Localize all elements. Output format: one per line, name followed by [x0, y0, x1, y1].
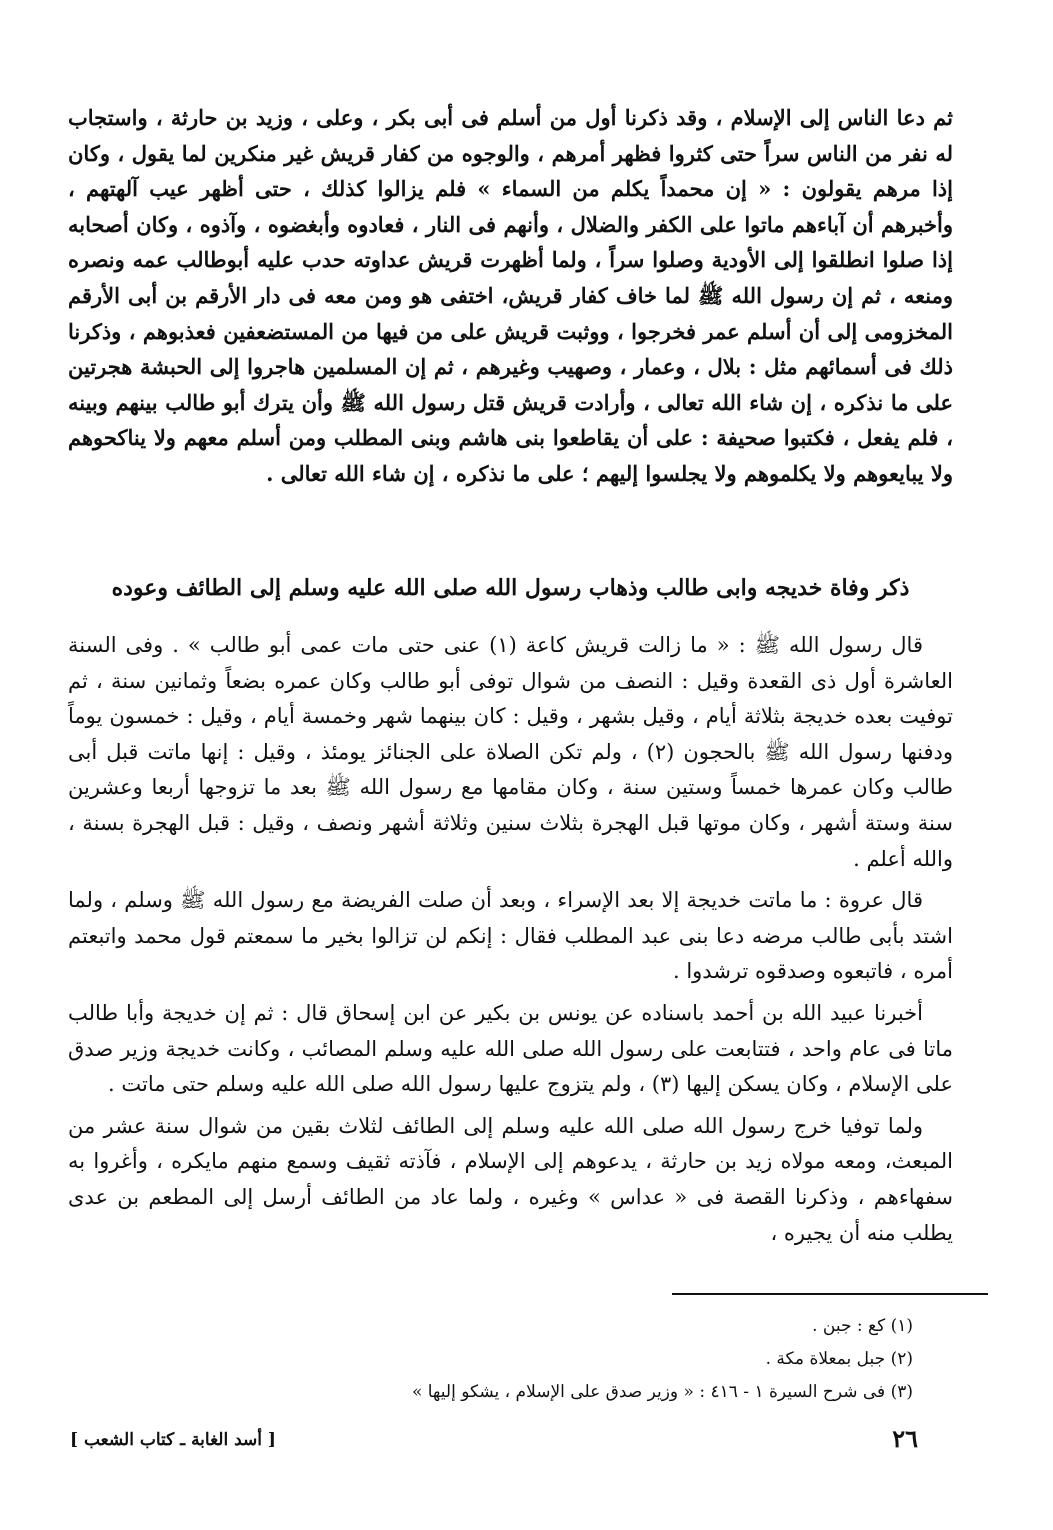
footnote-1: (١) كع : جبن . — [812, 1316, 913, 1336]
opening-paragraph: ثم دعا الناس إلى الإسلام ، وقد ذكرنا أول من أسلم فى أبى بكر ، وعلى ، وزيد بن حارثة ، واستجاب له نفر من الناس سراً حتى كثروا فظهر أمرهم ، والوجوه من كفار قريش غير منكرين لما يقول ، وكان إذا مرهم يقولون : « إن محمداً يكلم من السماء » فلم يزالوا كذلك ، حتى أظهر عيب آلهتهم ، وأخبرهم أن آباءهم ماتوا على الكفر والضلال ، وأنهم فى النار ، فعادوه وأبغضوه ، وآذوه ، وكان أصحابه إذا صلوا انطلقوا إلى الأودية وصلوا سراً ، ولما أظهرت قريش عداوته حدب عليه أبوطالب عمه ونصره ومنعه ، ثم إن رسول الله ﷺ لما خاف كفار قريش، اختفى هو ومن معه فى دار الأرقم بن أبى الأرقم المخزومى إلى أن أسلم عمر فخرجوا ، ووثبت قريش على من فيها من المستضعفين فعذبوهم ، وذكرنا ذلك فى أسمائهم مثل : بلال ، وعمار ، وصهيب وغيرهم ، ثم إن المسلمين هاجروا إلى الحبشة هجرتين على ما نذكره ، إن شاء الله تعالى ، وأرادت قريش قتل رسول الله ﷺ وأن يترك أبو طالب بينهم وبينه ، فلم يفعل ، فكتبوا صحيفة : على أن يقاطعوا بنى هاشم وبنى المطلب ومن أسلم معهم ولا يناكحوهم ولا يبايعوهم ولا يكلموهم ولا يجلسوا إليهم ؛ على ما نذكره ، إن شاء الله تعالى . — [68, 105, 954, 486]
paragraph-ibn-ishaq: أخبرنا عبيد الله بن أحمد باسناده عن يونس بن بكير عن ابن إسحاق قال : ثم إن خديجة وأبا طالب ماتا فى عام واحد ، فتتابعت على رسول الله صلى الله عليه وسلم المصائب ، وكانت خديجة وزير صدق على الإسلام ، وكان يسكن إليها (٣) ، ولم يتزوج عليها رسول الله صلى الله عليه وسلم حتى ماتت . — [68, 1000, 953, 1097]
paragraph-taif: ولما توفيا خرج رسول الله صلى الله عليه وسلم إلى الطائف لثلاث بقين من شوال سنة عشر من المبعث، ومعه مولاه زيد بن حارثة ، يدعوهم إلى الإسلام ، فآذته ثقيف وسمع منهم مايكره ، وأغروا به سفهاءهم ، وذكرنا القصة فى « عداس » وغيره ، ولما عاد من الطائف أرسل إلى المطعم بن عدى يطلب منه أن يجيره ، — [68, 1113, 953, 1245]
section-heading: ذكر وفاة خديجه وابى طالب وذهاب رسول الله صلى الله عليه وسلم إلى الطائف وعوده — [111, 575, 910, 601]
paragraph-death-dates: قال رسول الله ﷺ : « ما زالت قريش كاعة (١) عنى حتى مات عمى أبو طالب » . وفى السنة العاشرة أول ذى القعدة وقيل : النصف من شوال توفى أبو طالب وكان عمره بضعاً وثمانين سنة ، ثم توفيت بعده خديجة بثلاثة أيام ، وقيل بشهر ، وقيل : كان بينهما شهر وخمسة أيام ، وقيل : خمسون يوماً ودفنها رسول الله ﷺ بالحجون (٢) ، ولم تكن الصلاة على الجنائز يومئذ ، وقيل : إنها ماتت قبل أبى طالب وكان عمرها خمساً وستين سنة ، وكان مقامها مع رسول الله ﷺ بعد ما تزوجها أربعا وعشرين سنة وستة أشهر ، وكان موتها قبل الهجرة بثلاث سنين وثلاثة أشهر ونصف ، وقيل : قبل الهجرة بسنة ، والله أعلم . — [68, 633, 953, 871]
footnote-2: (٢) جبل بمعلاة مكة . — [765, 1349, 913, 1369]
main-text-upper — [68, 100, 953, 492]
paragraph-urwa: قال عروة : ما ماتت خديجة إلا بعد الإسراء ، وبعد أن صلت الفريضة مع رسول الله ﷺ وسلم ، ولما اشتد بأبى طالب مرضه دعا بنى عبد المطلب فقال : إنكم لن تزالوا بخير ما سمعتم قول محمد واتبعتم أمره ، فاتبعوه وصدقوه ترشدوا . — [68, 888, 953, 984]
footnote-3: (٣) فى شرح السيرة ١ - ٤١٦ : « وزير صدق على الإسلام ، يشكو إليها » — [411, 1382, 913, 1402]
page-number: ٢٦ — [892, 1424, 918, 1453]
main-text-lower — [68, 628, 953, 1251]
running-title: [ أسد الغابة ـ كتاب الشعب ] — [70, 1430, 276, 1450]
footnotes — [300, 1310, 913, 1409]
footnote-divider — [672, 1293, 988, 1295]
